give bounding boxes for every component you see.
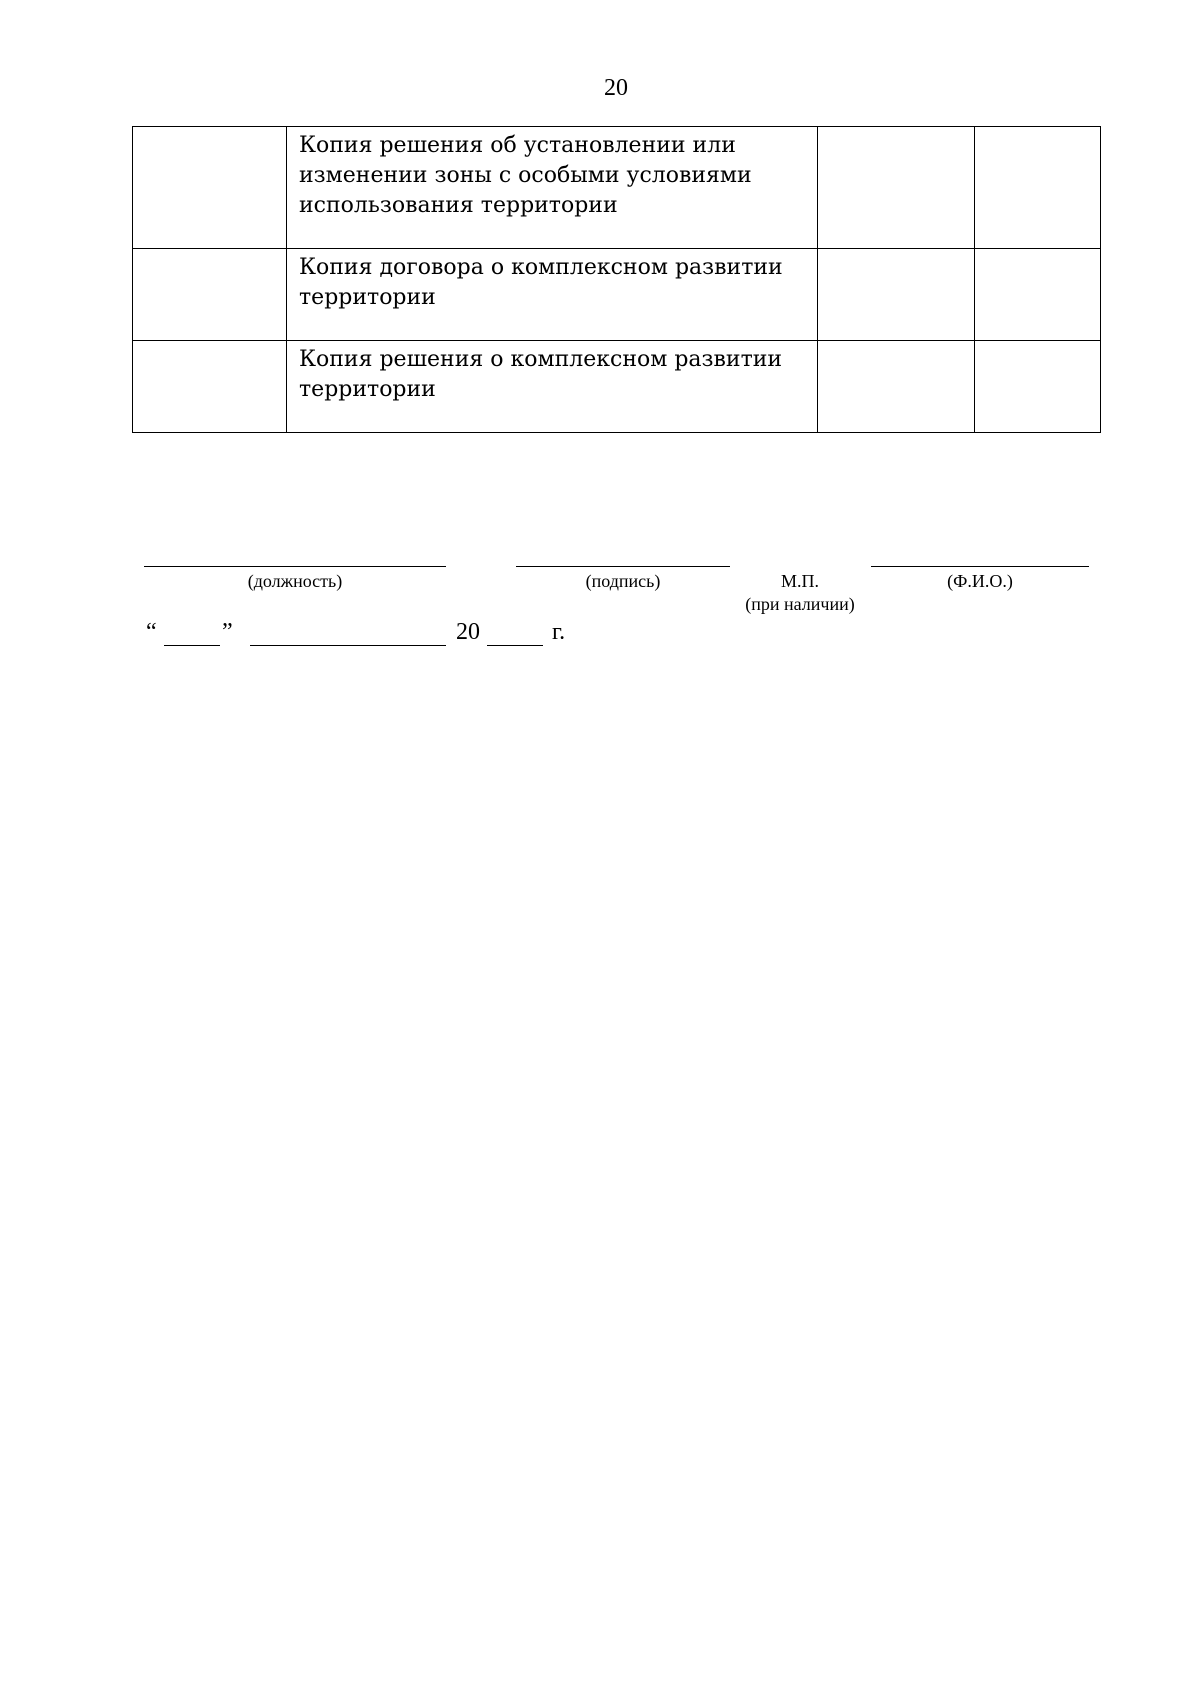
- month-blank: [250, 645, 446, 646]
- table-cell: [818, 127, 975, 249]
- table-cell: [975, 127, 1101, 249]
- table-cell-document: [287, 127, 818, 249]
- stamp-note: (при наличии): [745, 594, 855, 614]
- stamp-label: М.П.: [780, 571, 819, 591]
- date-year-suffix: г.: [552, 619, 566, 645]
- table-cell: [818, 249, 975, 341]
- date-century: 20: [456, 619, 480, 645]
- name-label: (Ф.И.О.): [947, 571, 1013, 591]
- document-name: Копия решения о комплексном развитии территории: [299, 347, 783, 402]
- table-cell: [818, 341, 975, 433]
- document-name: Копия договора о комплексном развитии территории: [299, 255, 783, 310]
- table-cell: [133, 249, 287, 341]
- signature-line: [516, 566, 730, 567]
- page-number: 20: [604, 75, 628, 101]
- table-cell: [975, 249, 1101, 341]
- table-cell-document: [287, 341, 818, 433]
- day-blank: [164, 645, 220, 646]
- table-cell-document: [287, 249, 818, 341]
- year-blank: [487, 645, 543, 646]
- table-cell: [975, 341, 1101, 433]
- date-open-quote: “: [146, 619, 157, 645]
- position-line: [144, 566, 446, 567]
- position-label: (должность): [247, 571, 343, 591]
- name-line: [871, 566, 1089, 567]
- documents-table: [132, 126, 1101, 433]
- table-row: [133, 341, 1101, 433]
- date-close-quote: ”: [222, 619, 233, 645]
- table-row: [133, 127, 1101, 249]
- table-cell: [133, 341, 287, 433]
- signature-label: (подпись): [585, 571, 661, 591]
- table-cell: [133, 127, 287, 249]
- table-row: [133, 249, 1101, 341]
- document-name: Копия решения об установлении или изменении зоны с особыми условиями использования территории: [299, 133, 752, 218]
